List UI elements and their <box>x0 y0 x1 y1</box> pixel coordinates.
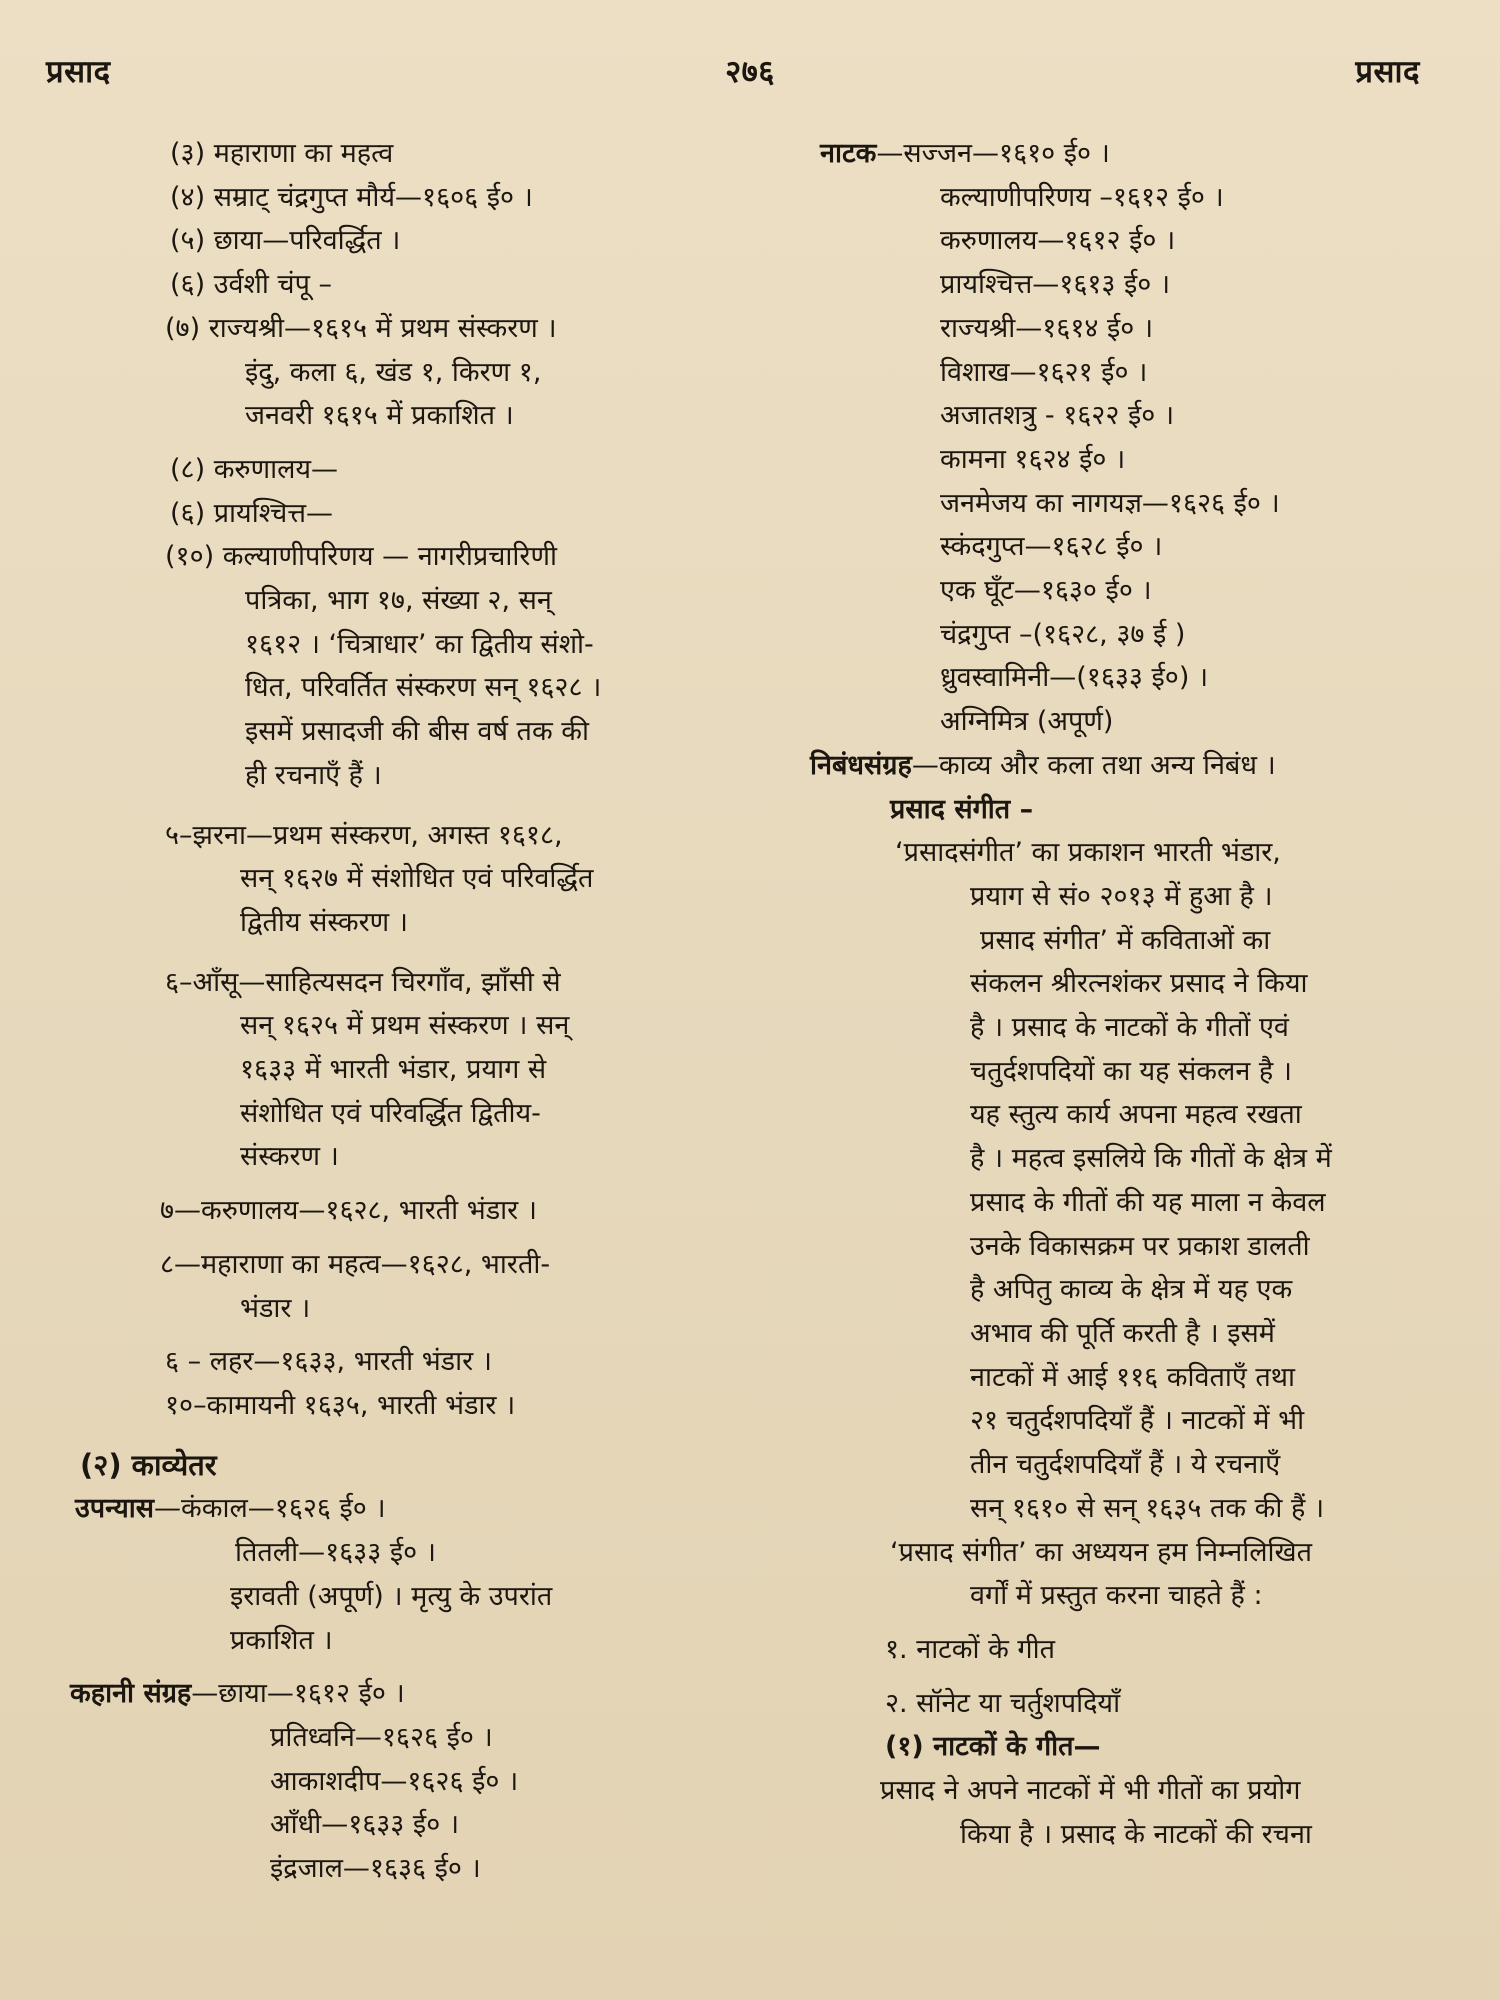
paragraph-line: है अपितु काव्य के क्षेत्र में यह एक <box>970 1274 1293 1306</box>
paragraph-line: ‘प्रसादसंगीत’ का प्रकाशन भारती भंडार, <box>895 837 1281 869</box>
natak-item: करुणालय—१६१२ ई० । <box>940 225 1176 257</box>
natak-item: जनमेजय का नागयज्ञ—१६२६ ई० । <box>940 487 1280 519</box>
subsection-heading: प्रसाद संगीत – <box>890 793 1034 825</box>
numbered-entry: ६–आँसू—साहित्यसदन चिरगाँव, झाँसी से <box>165 966 561 998</box>
list-item-continuation: ही रचनाएँ हैं । <box>245 759 382 791</box>
section-heading: (२) काव्येतर <box>80 1447 217 1482</box>
paragraph-line: अभाव की पूर्ति करती है । इसमें <box>970 1317 1275 1349</box>
novel-item: इरावती (अपूर्ण) । मृत्यु के उपरांत <box>230 1580 553 1612</box>
nibandh-label: निबंधसंग्रह <box>810 749 912 781</box>
numbered-entry-continuation: सन् १६२५ में प्रथम संस्करण । सन् <box>240 1010 570 1042</box>
list-item-continuation: इंदु, कला ६, खंड १, किरण १, <box>245 356 542 388</box>
paragraph-line: नाटकों में आई ११६ कविताएँ तथा <box>970 1361 1296 1393</box>
list-item: २. सॉनेट या चर्तुशपदियाँ <box>885 1687 1121 1719</box>
story-entry <box>70 1672 710 1716</box>
paragraph-line: प्रसाद ने अपने नाटकों में भी गीतों का प्रयोग <box>880 1775 1301 1807</box>
natak-item: अग्निमित्र (अपूर्ण) <box>940 706 1114 738</box>
running-header-left: प्रसाद <box>46 54 111 90</box>
paragraph-line: ‘प्रसाद संगीत’ का अध्ययन हम निम्नलिखित <box>890 1536 1312 1568</box>
numbered-entry-continuation: १६३३ में भारती भंडार, प्रयाग से <box>240 1054 547 1086</box>
numbered-entry-continuation: संशोधित एवं परिवर्द्धित द्वितीय- <box>240 1097 541 1129</box>
paragraph-line: २१ चतुर्दशपदियाँ हैं । नाटकों में भी <box>970 1405 1305 1437</box>
natak-item: राज्यश्री—१६१४ ई० । <box>940 312 1154 344</box>
novel-item: तितली—१६३३ ई० । <box>235 1537 436 1569</box>
list-item-continuation: इसमें प्रसादजी की बीस वर्ष तक की <box>245 716 589 748</box>
paragraph-line: प्रसाद के गीतों की यह माला न केवल <box>970 1186 1326 1218</box>
story-first: —छाया—१६१२ ई० । <box>191 1678 405 1710</box>
list-item: (६) उर्वशी चंपू – <box>170 269 332 301</box>
numbered-entry: ७—करुणालय—१६२८, भारती भंडार । <box>160 1195 537 1227</box>
list-item: (१०) कल्याणीपरिणय — नागरीप्रचारिणी <box>165 541 557 573</box>
subsection-heading: (१) नाटकों के गीत— <box>885 1731 1101 1763</box>
paragraph-line: तीन चतुर्दशपदियाँ हैं । ये रचनाएँ <box>970 1449 1281 1481</box>
story-item: आकाशदीप—१६२६ ई० । <box>270 1765 519 1797</box>
page-number: २७६ <box>725 54 775 90</box>
numbered-entry-continuation: द्वितीय संस्करण । <box>240 906 409 938</box>
list-item: (४) सम्राट् चंद्रगुप्त मौर्य—१६०६ ई० । <box>170 181 533 213</box>
story-item: आँधी—१६३३ ई० । <box>270 1809 460 1841</box>
paragraph-line: है । प्रसाद के नाटकों के गीतों एवं <box>970 1012 1289 1044</box>
natak-item: विशाख—१६२१ ई० । <box>940 356 1148 388</box>
list-item: (३) महाराणा का महत्व <box>170 138 394 169</box>
list-item-continuation: जनवरी १६१५ में प्रकाशित । <box>245 400 514 432</box>
natak-entry <box>810 132 1440 176</box>
natak-item: प्रायश्चित्त—१६१३ ई० । <box>940 269 1171 301</box>
natak-item: एक घूँट—१६३० ई० । <box>940 575 1152 607</box>
story-label: कहानी संग्रह <box>70 1678 192 1710</box>
paragraph-line: किया है । प्रसाद के नाटकों की रचना <box>960 1818 1312 1850</box>
story-item: इंद्रजाल—१६३६ ई० । <box>270 1853 481 1885</box>
numbered-entry: ८—महाराणा का महत्व—१६२८, भारती- <box>160 1248 551 1280</box>
numbered-entry: १०–कामायनी १६३५, भारती भंडार । <box>165 1389 516 1421</box>
novel-entry <box>70 1487 710 1531</box>
paragraph-line: यह स्तुत्य कार्य अपना महत्व रखता <box>970 1099 1302 1131</box>
nibandh-text: —काव्य और कला तथा अन्य निबंध । <box>911 749 1276 781</box>
paragraph-line: प्रयाग से सं० २०१३ में हुआ है । <box>970 880 1273 912</box>
paragraph-line: संकलन श्रीरत्नशंकर प्रसाद ने किया <box>970 968 1308 1000</box>
list-item: (६) प्रायश्चित्त— <box>170 497 333 529</box>
paragraph-line: उनके विकासक्रम पर प्रकाश डालती <box>970 1230 1310 1262</box>
natak-item: कामना १६२४ ई० । <box>940 443 1126 475</box>
list-item: (७) राज्यश्री—१६१५ में प्रथम संस्करण । <box>165 312 557 344</box>
paragraph-line: प्रसाद संगीत’ में कविताओं का <box>980 924 1271 956</box>
paragraph-line: चतुर्दशपदियों का यह संकलन है । <box>970 1055 1293 1087</box>
nibandh-entry <box>810 744 1440 788</box>
natak-item: ध्रुवस्वामिनी—(१६३३ ई०) । <box>940 662 1209 694</box>
natak-item: चंद्रगुप्त –(१६२८, ३७ ई ) <box>940 618 1186 650</box>
numbered-entry-continuation: सन् १६२७ में संशोधित एवं परिवर्द्धित <box>240 863 594 895</box>
paragraph-line: वर्गों में प्रस्तुत करना चाहते हैं : <box>970 1580 1263 1612</box>
numbered-entry: ६ – लहर—१६३३, भारती भंडार । <box>165 1346 492 1378</box>
left-column <box>70 132 710 1891</box>
novel-first: —कंकाल—१६२६ ई० । <box>154 1493 386 1525</box>
numbered-entry: ५–झरना—प्रथम संस्करण, अगस्त १६१८, <box>165 819 563 851</box>
list-item-continuation: १६१२ । ‘चित्राधार’ का द्वितीय संशो- <box>245 628 594 660</box>
list-item-continuation: पत्रिका, भाग १७, संख्या २, सन् <box>245 585 552 617</box>
natak-item: अजातशत्रु - १६२२ ई० । <box>940 400 1175 432</box>
numbered-entry-continuation: संस्करण । <box>240 1141 339 1173</box>
natak-item: स्कंदगुप्त—१६२८ ई० । <box>940 531 1163 563</box>
natak-label: नाटक <box>820 138 877 169</box>
novel-label: उपन्यास <box>75 1493 155 1525</box>
list-item: (५) छाया—परिवर्द्धित । <box>170 225 401 257</box>
numbered-entry-continuation: भंडार । <box>240 1292 311 1324</box>
paragraph-line: है । महत्व इसलिये कि गीतों के क्षेत्र में <box>970 1143 1332 1175</box>
list-item-continuation: धित, परिवर्तित संस्करण सन् १६२८ । <box>245 672 602 704</box>
novel-item: प्रकाशित । <box>230 1624 333 1656</box>
natak-first: —सज्जन—१६१० ई० । <box>876 138 1110 169</box>
paragraph-line: सन् १६१० से सन् १६३५ तक की हैं । <box>970 1492 1325 1524</box>
story-item: प्रतिध्वनि—१६२६ ई० । <box>270 1721 493 1753</box>
right-column <box>810 132 1440 1856</box>
list-item: १. नाटकों के गीत <box>885 1633 1056 1665</box>
list-item: (८) करुणालय— <box>170 453 339 485</box>
running-header-right: प्रसाद <box>1355 54 1420 90</box>
natak-item: कल्याणीपरिणय –१६१२ ई० । <box>940 181 1224 213</box>
